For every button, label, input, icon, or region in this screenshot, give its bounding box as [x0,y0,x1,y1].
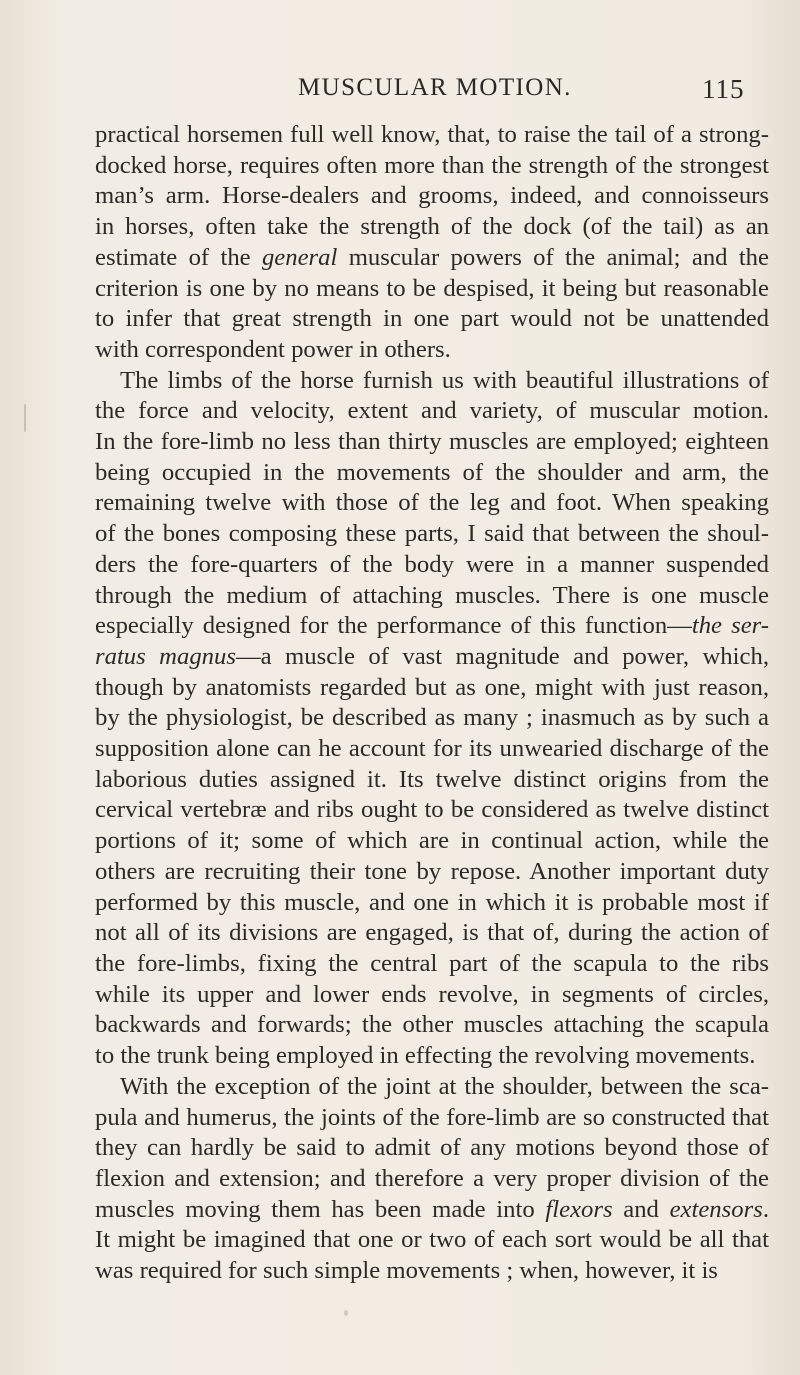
text-line: while its upper and lower ends revolve, in segments of circles, [95,980,769,1008]
page-number: 115 [702,74,745,104]
text-line: supposition alone can he account for its unwearied discharge of the [95,735,769,763]
text-line: remaining twelve with those of the leg and foot. When speaking [95,489,769,517]
text-line: to the trunk being employed in effecting the revolving movements. [95,1042,756,1070]
text-line: in horses, often take the strength of the dock (of the tail) as an [95,213,769,241]
text-line: It might be imagined that one or two of each sort would be all that [95,1226,769,1254]
text-line: they can hardly be said to admit of any motions beyond those of [95,1134,769,1162]
text-line: In the fore-limb no less than thirty muscles are employed; eighteen [95,428,769,456]
text-line: ders the fore-quarters of the body were in a manner suspended [95,550,769,578]
text-line: criterion is one by no means to be despised, it being but reasonable [95,274,769,302]
italic-term: the ser- [691,612,769,640]
page-header [0,74,800,114]
text-line: man’s arm. Horse-dealers and grooms, indeed, and connoisseurs [95,182,769,210]
italic-term: extensors [669,1195,763,1223]
page-body [95,120,769,1287]
text-line: backwards and forwards; the other muscles attaching the scapula [95,1011,769,1039]
italic-term: ratus magnus [95,642,236,670]
text-line: pula and humerus, the joints of the fore-limb are so constructed that [95,1103,769,1131]
text-line: performed by this muscle, and one in which it is probable most if [95,888,769,916]
text-line: by the physiologist, be described as many ; inasmuch as by such a [95,704,769,732]
text-line: docked horse, requires often more than the strength of the strongest [95,151,769,179]
text-line: of the bones composing these parts, I said that between the shoul- [95,520,769,548]
paragraph-1 [95,120,769,366]
ink-speck-mark [344,1310,348,1316]
text-line: others are recruiting their tone by repose. Another important duty [95,857,769,885]
text-line: not all of its divisions are engaged, is that of, during the action of [95,919,769,947]
text-line: to infer that great strength in one part would not be unattended [95,305,769,333]
text-line: cervical vertebræ and ribs ought to be considered as twelve distinct [95,796,769,824]
text-line: was required for such simple movements ; when, however, it is [95,1257,718,1285]
text-line: laborious duties assigned it. Its twelve distinct origins from the [95,765,769,793]
text-line: estimate of the general muscular powers of the animal; and the [95,243,769,271]
paragraph-3 [95,1072,769,1287]
text-line: ratus magnus—a muscle of vast magnitude and power, which, [95,642,769,670]
running-head: MUSCULAR MOTION. [298,74,572,101]
text-line: practical horsemen full well know, that, to raise the tail of a strong- [95,121,769,148]
text-line: the force and velocity, extent and variety, of muscular motion. [95,397,769,425]
text-line: especially designed for the performance of this function—the ser- [95,612,769,640]
text-line: being occupied in the movements of the shoulder and arm, the [95,458,769,486]
italic-term: general [261,243,338,271]
text-line: The limbs of the horse furnish us with beautiful illustrations of [120,366,769,394]
text-line: flexion and extension; and therefore a very proper division of the [95,1164,769,1192]
italic-term: flexors [545,1195,613,1223]
text-line: muscles moving them has been made into flexors and extensors. [95,1195,769,1223]
paragraph-2 [95,366,769,1072]
text-line: portions of it; some of which are in continual action, while the [95,827,769,855]
text-line: with correspondent power in others. [95,335,451,363]
text-line: though by anatomists regarded but as one, might with just reason, [95,673,769,701]
text-line: With the exception of the joint at the shoulder, between the sca- [120,1072,769,1100]
paper-fold-mark [24,404,26,432]
text-line: the fore-limbs, fixing the central part of the scapula to the ribs [95,949,769,977]
text-line: through the medium of attaching muscles. There is one muscle [95,581,769,609]
